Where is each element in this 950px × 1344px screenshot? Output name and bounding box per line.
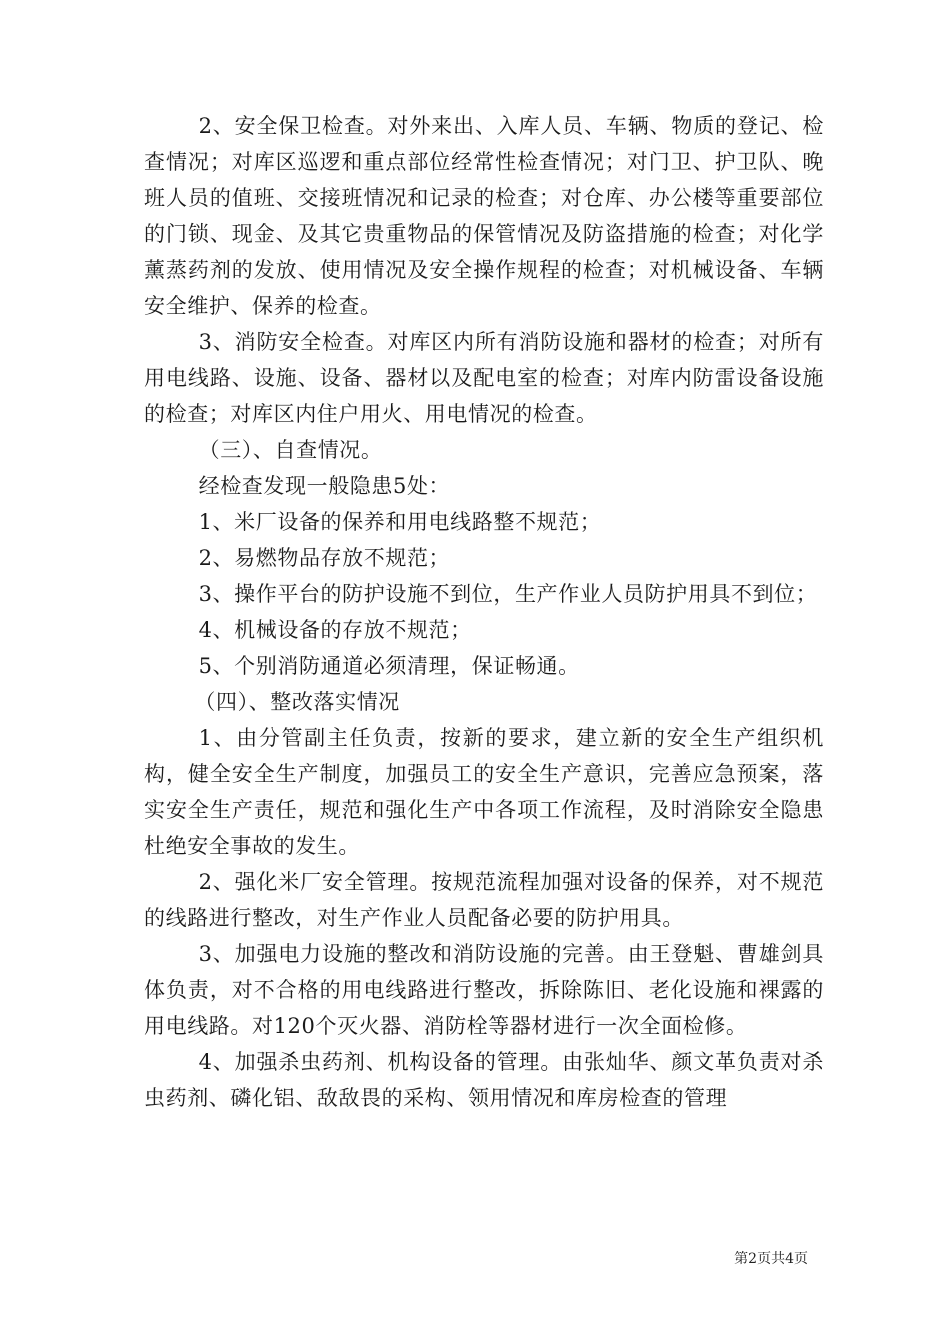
rectification-item-4: 4、加强杀虫药剂、机构设备的管理。由张灿华、颜文革负责对杀虫药剂、磷化铝、敌敌畏的采构、领用情况和库房检查的管理 xyxy=(144,1050,824,1110)
section-heading-self-check: （三）、自查情况。 xyxy=(198,438,383,462)
document-body xyxy=(144,108,824,1116)
page-number-footer: 第2页共4页 xyxy=(734,1251,808,1267)
paragraph-fire-safety-inspection: 3、消防安全检查。对库区内所有消防设施和器材的检查；对所有用电线路、设施、设备、器材以及配电室的检查；对库内防雷设备设施的检查；对库区内住户用火、用电情况的检查。 xyxy=(144,330,824,426)
rectification-item-2: 2、强化米厂安全管理。按规范流程加强对设备的保养，对不规范的线路进行整改，对生产作业人员配备必要的防护用具。 xyxy=(144,870,824,930)
hazard-item-2: 2、易燃物品存放不规范； xyxy=(198,546,451,570)
hazard-item-3: 3、操作平台的防护设施不到位，生产作业人员防护用具不到位； xyxy=(198,582,818,606)
rectification-item-3: 3、加强电力设施的整改和消防设施的完善。由王登魁、曹雄剑具体负责，对不合格的用电线路进行整改，拆除陈旧、老化设施和裸露的用电线路。对120个灭火器、消防栓等器材进行一次全面检修。 xyxy=(144,942,824,1038)
hazard-item-1: 1、米厂设备的保养和用电线路整不规范； xyxy=(198,510,602,534)
hazard-item-5: 5、个别消防通道必须清理，保证畅通。 xyxy=(198,654,580,678)
paragraph-security-inspection: 2、安全保卫检查。对外来出、入库人员、车辆、物质的登记、检查情况；对库区巡逻和重点部位经常性检查情况；对门卫、护卫队、晚班人员的值班、交接班情况和记录的检查；对仓库、办公楼等重要部位的门锁、现金、及其它贵重物品的保管情况及防盗措施的检查；对化学薰蒸药剂的发放、使用情况及安全操作规程的检查；对机械设备、车辆安全维护、保养的检查。 xyxy=(144,114,824,318)
section-heading-rectification: （四）、整改落实情况 xyxy=(194,690,400,714)
hazard-item-4: 4、机械设备的存放不规范； xyxy=(198,618,472,642)
paragraph-hazards-found: 经检查发现一般隐患5处： xyxy=(198,474,451,498)
rectification-item-1: 1、由分管副主任负责，按新的要求，建立新的安全生产组织机构，健全安全生产制度，加强员工的安全生产意识，完善应急预案，落实安全生产责任，规范和强化生产中各项工作流程，及时消除安全隐患杜绝安全事故的发生。 xyxy=(144,726,824,858)
